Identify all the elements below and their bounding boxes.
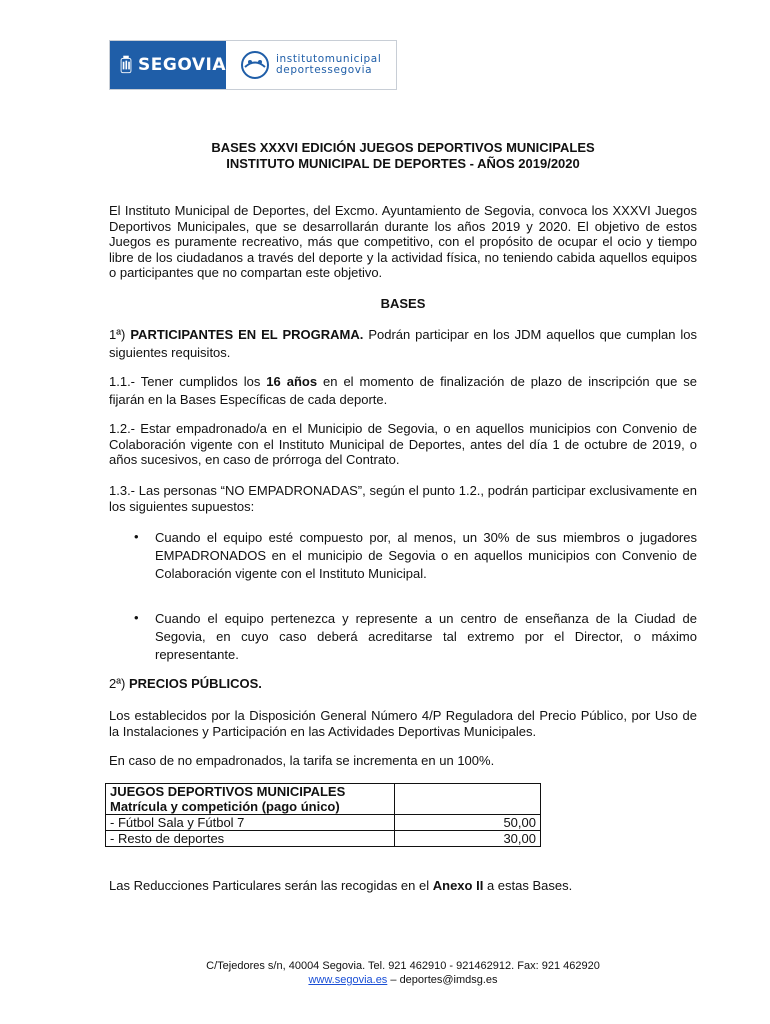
item-1-1-pre: 1.1.- Tener cumplidos los bbox=[109, 374, 261, 389]
section-1-text: Podrán participar en los JDM aquellos que cumplan los siguientes requisitos. bbox=[109, 327, 698, 360]
item-1-3: 1.3.- Las personas “NO EMPADRONADAS”, según el punto 1.2., podrán participar exclusivamente en los siguientes supuestos: bbox=[109, 483, 697, 514]
page-footer bbox=[109, 959, 697, 987]
price-table-header-empty bbox=[395, 784, 541, 815]
item-1-1-post: en el momento de finalización de plazo de inscripción que se fijarán en la Bases Específicas de cada deporte. bbox=[109, 374, 697, 407]
bullet-marker-2: • bbox=[134, 610, 139, 625]
bullet-marker-1: • bbox=[134, 529, 139, 544]
reductions-paragraph bbox=[109, 878, 697, 894]
price-table-header-cell bbox=[106, 784, 395, 815]
section-1-heading: PARTICIPANTES EN EL PROGRAMA. bbox=[130, 327, 364, 342]
price-table-header-row bbox=[106, 784, 541, 815]
imd-logo bbox=[226, 41, 396, 89]
segovia-logo bbox=[110, 41, 226, 89]
segovia-crest-icon bbox=[120, 47, 132, 83]
footer-website-link[interactable]: www.segovia.es bbox=[308, 974, 388, 986]
footer-separator: – bbox=[390, 974, 397, 986]
section-2-heading: PRECIOS PÚBLICOS. bbox=[129, 676, 262, 691]
bullet-item-1: Cuando el equipo esté compuesto por, al menos, un 30% de sus miembros o jugadores EMPADRONADOS en el municipio de Segovia o en aquellos municipios con Convenio de Colaboración vigente con el Instituto Municipal. bbox=[155, 530, 697, 581]
price-table bbox=[105, 783, 541, 847]
table-row bbox=[106, 831, 541, 847]
section-2-text-1: Los establecidos por la Disposición General Número 4/P Reguladora del Precio Público, por Uso de la Instalaciones y Participación en las Actividades Deportivas Municipales. bbox=[109, 708, 697, 739]
title-line-2: INSTITUTO MUNICIPAL DE DEPORTES - AÑOS 2019/2020 bbox=[226, 156, 580, 171]
segovia-logo-text: SEGOVIA bbox=[138, 55, 226, 75]
section-1-paragraph bbox=[109, 326, 697, 362]
section-2-text-2: En caso de no empadronados, la tarifa se incrementa en un 100%. bbox=[109, 753, 495, 768]
title-line-1: BASES XXXVI EDICIÓN JUEGOS DEPORTIVOS MUNICIPALES bbox=[211, 140, 595, 155]
imd-logo-line2: deportessegovia bbox=[276, 64, 373, 76]
document-title bbox=[109, 140, 697, 172]
imd-logo-line1: institutomunicipal bbox=[276, 53, 382, 65]
price-label-resto: - Resto de deportes bbox=[106, 831, 395, 847]
section-2-number: 2ª) bbox=[109, 676, 126, 691]
price-value-resto: 30,00 bbox=[395, 831, 541, 847]
item-1-1 bbox=[109, 373, 697, 409]
footer-contact bbox=[109, 973, 697, 987]
section-1-number: 1ª) bbox=[109, 327, 126, 342]
footer-address: C/Tejedores s/n, 40004 Segovia. Tel. 921 462910 - 921462912. Fax: 921 462920 bbox=[206, 960, 600, 972]
imd-logo-text bbox=[276, 54, 381, 76]
footer-email: deportes@imdsg.es bbox=[399, 974, 498, 986]
price-label-futbol: - Fútbol Sala y Fútbol 7 bbox=[106, 815, 395, 831]
item-1-2: 1.2.- Estar empadronado/a en el Municipio de Segovia, o en aquellos municipios con Convenio de Colaboración vigente con el Instituto Municipal de Deportes, antes del día 1 de octubre de 2019, o años sucesivos, en caso de prórroga del Contrato. bbox=[109, 421, 697, 467]
bullet-item-2: Cuando el equipo pertenezca y represente a un centro de enseñanza de la Ciudad de Segovia, en cuyo caso deberá acreditarse tal extremo por el Director, o máximo representante. bbox=[155, 611, 697, 662]
bases-heading: BASES bbox=[380, 296, 426, 311]
reductions-bold: Anexo II bbox=[432, 878, 484, 893]
item-1-1-bold: 16 años bbox=[266, 374, 318, 389]
section-2-heading-line bbox=[109, 676, 697, 692]
reductions-post: a estas Bases. bbox=[486, 878, 573, 893]
price-table-header-line-2: Matrícula y competición (pago único) bbox=[110, 799, 340, 814]
intro-paragraph: El Instituto Municipal de Deportes, del Excmo. Ayuntamiento de Segovia, convoca los XXXVI Juegos Deportivos Municipales, que se desarrollarán durante los años 2019 y 2020. El objetivo de estos Juegos es puramente recreativo, más que competitivo, con el propósito de ocupar el ocio y tiempo libre de los ciudadanos a través del deporte y la actividad física, no teniendo cabida aquellos equipos o participantes que no compartan este objetivo. bbox=[109, 203, 697, 280]
price-table-header-line-1: JUEGOS DEPORTIVOS MUNICIPALES bbox=[110, 784, 346, 799]
price-value-futbol: 50,00 bbox=[395, 815, 541, 831]
table-row bbox=[106, 815, 541, 831]
imd-emblem-icon bbox=[240, 50, 270, 80]
header-logos bbox=[109, 40, 397, 90]
reductions-pre: Las Reducciones Particulares serán las recogidas en el bbox=[109, 878, 430, 893]
